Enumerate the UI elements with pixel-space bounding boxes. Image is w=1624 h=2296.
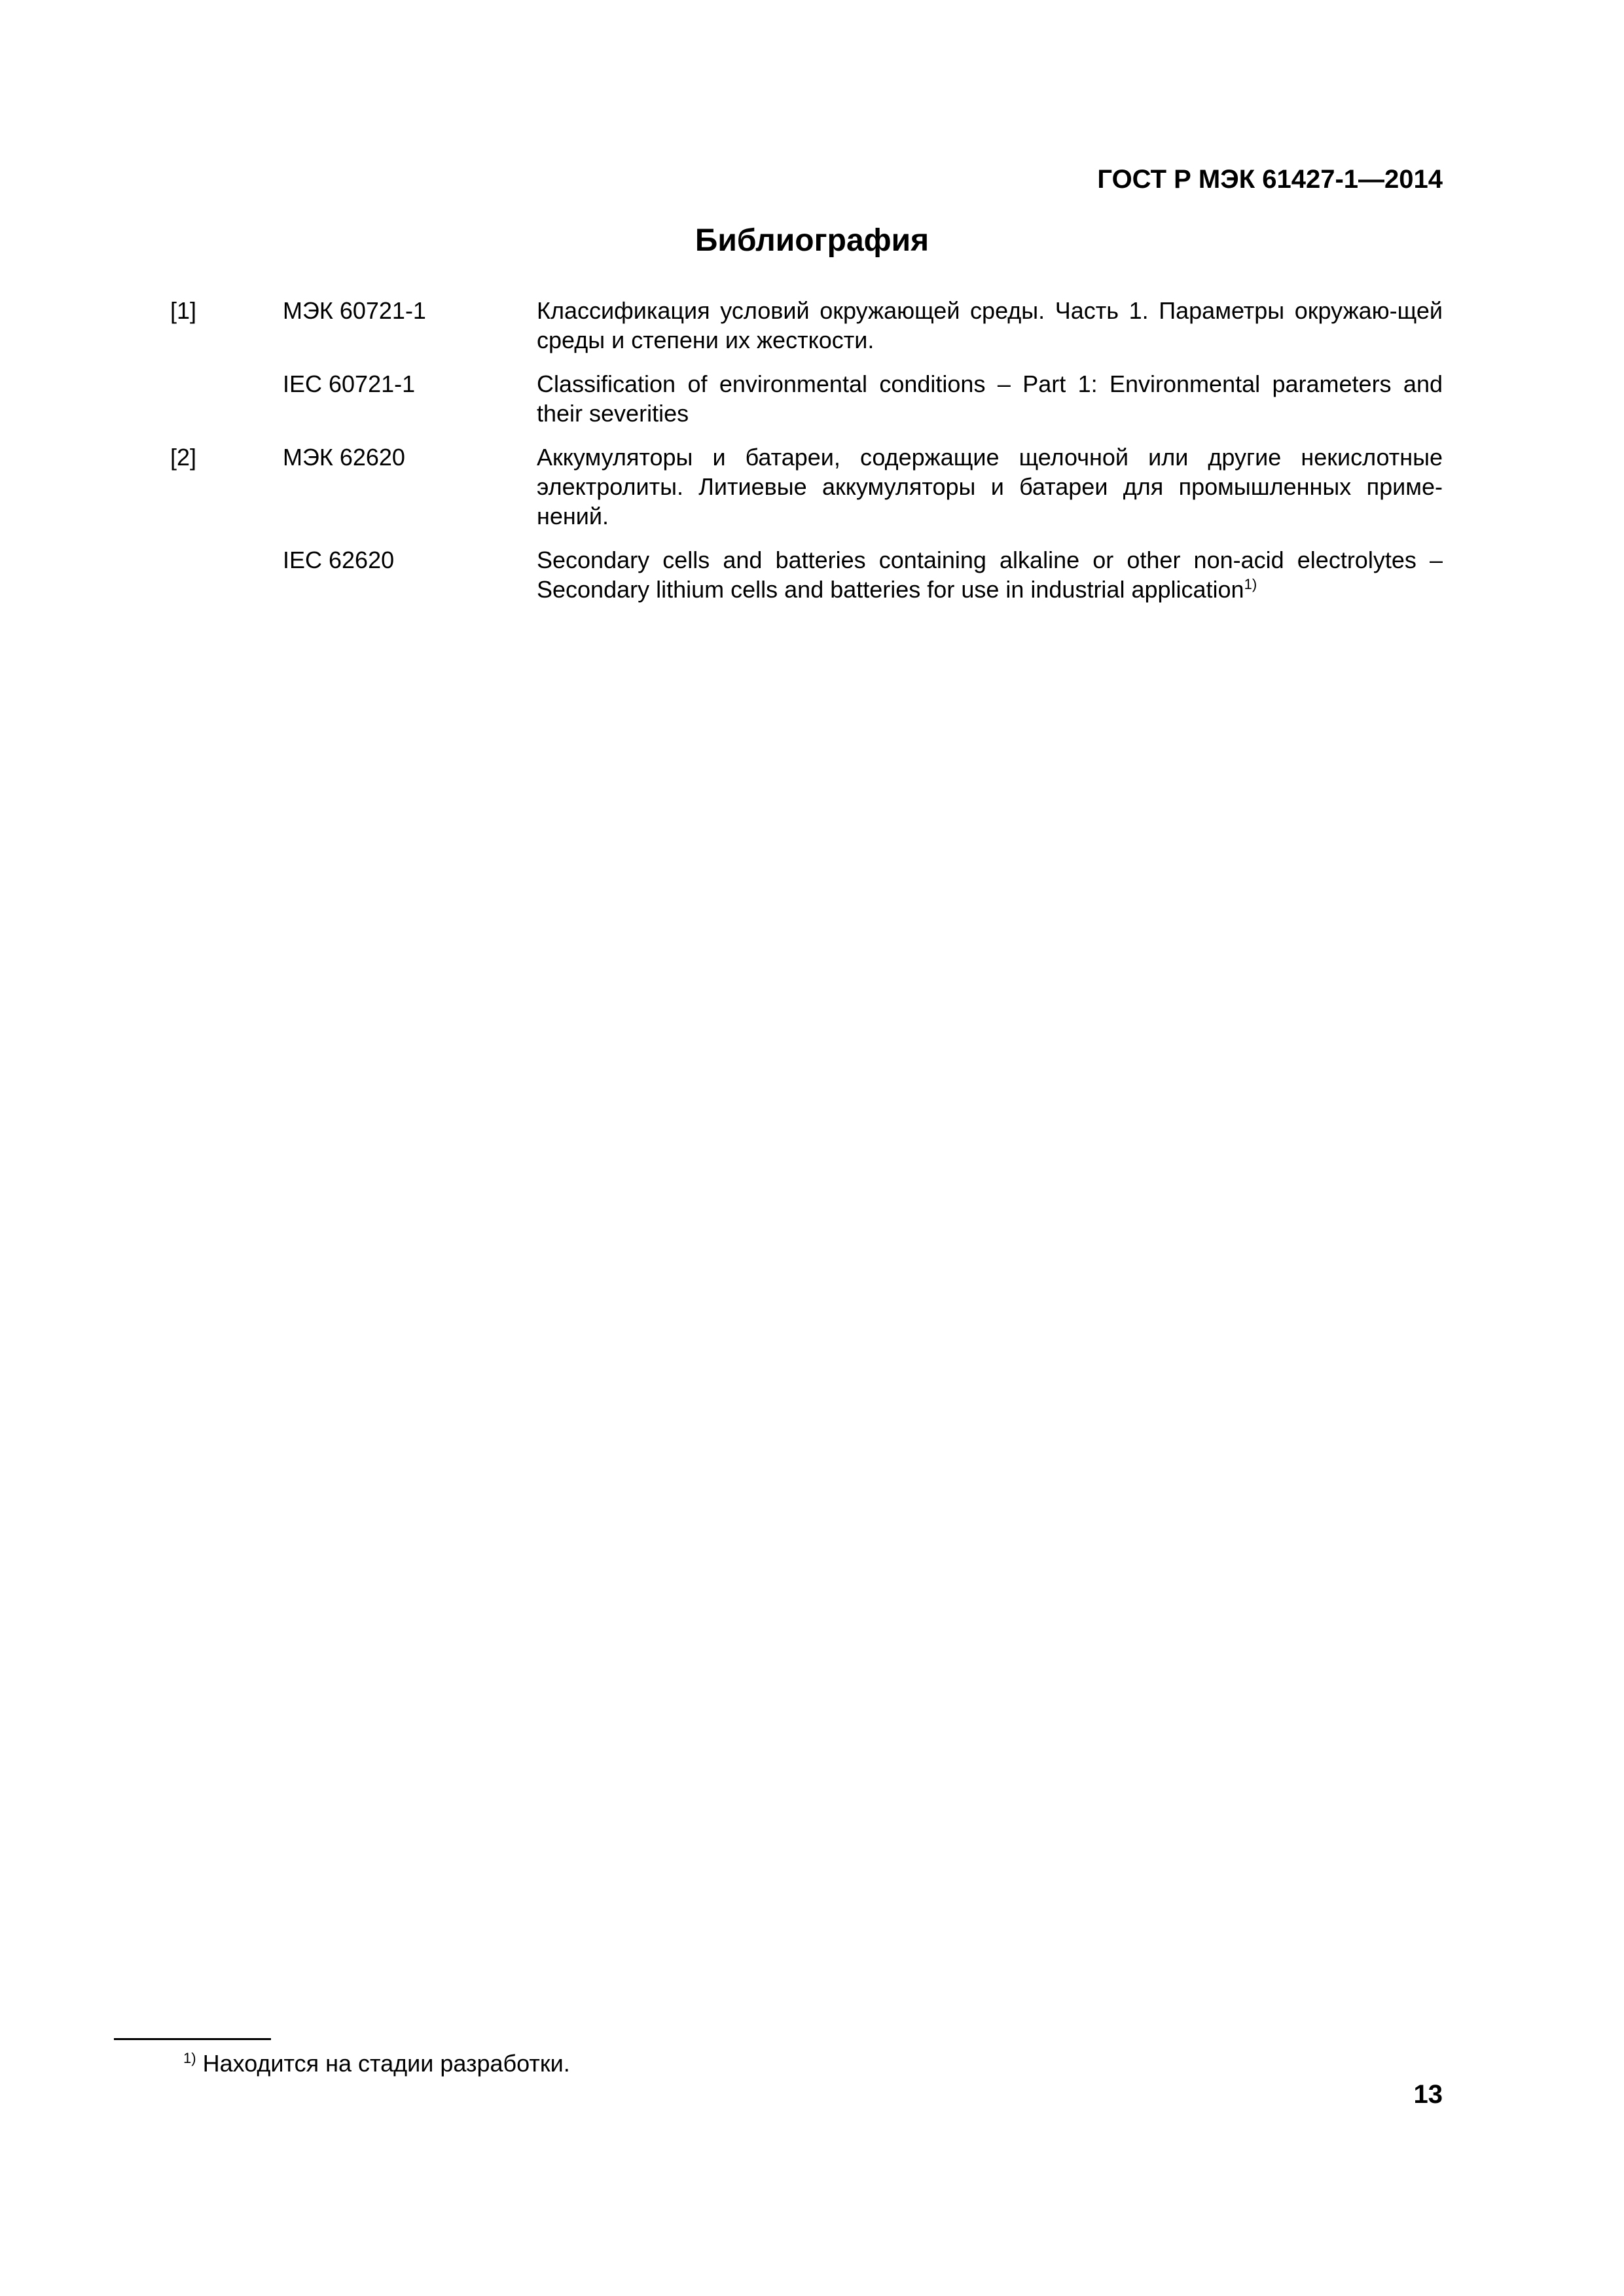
- standard-code: IEC 60721-1: [283, 370, 416, 397]
- bibliography-entry-1: [170, 296, 1443, 428]
- bibliography-ref: [170, 442, 1443, 531]
- standard-code: МЭК 62620: [283, 444, 405, 471]
- entry-number: [1]: [170, 297, 197, 324]
- standard-title: Аккумуляторы и батареи, содержащие щелочной или другие некислотные электролиты. Литиевые аккумуляторы и батареи для промышленных приме-нений.: [537, 444, 1443, 529]
- footnote-separator: [114, 2038, 271, 2040]
- footnote-reference: 1): [1244, 576, 1257, 592]
- footnote-mark: 1): [183, 2050, 196, 2066]
- standard-title: Secondary cells and batteries containing alkaline or other non-acid electrolytes – Secondary lithium cells and batteries for use in industrial application: [537, 547, 1443, 603]
- entry-number: [2]: [170, 444, 197, 471]
- standard-title-with-footnote: [537, 545, 1443, 604]
- standard-title: Classification of environmental conditions – Part 1: Environmental parameters and their severities: [537, 370, 1443, 427]
- bibliography-ref: [170, 545, 1443, 604]
- page-number: 13: [1413, 2080, 1443, 2109]
- bibliography-ref: [170, 296, 1443, 355]
- standard-code: IEC 62620: [283, 547, 395, 573]
- bibliography-list: [170, 296, 1443, 604]
- bibliography-ref: [170, 369, 1443, 428]
- standard-code: МЭК 60721-1: [283, 297, 426, 324]
- document-header: ГОСТ Р МЭК 61427-1—2014: [1097, 165, 1443, 194]
- footnote: [183, 2049, 570, 2078]
- page-title: Библиография: [695, 223, 929, 258]
- footnote-text: Находится на стадии разработки.: [202, 2050, 570, 2077]
- standard-title: Классификация условий окружающей среды. Часть 1. Параметры окружаю-щей среды и степени их жесткости.: [537, 297, 1443, 353]
- bibliography-entry-2: [170, 442, 1443, 604]
